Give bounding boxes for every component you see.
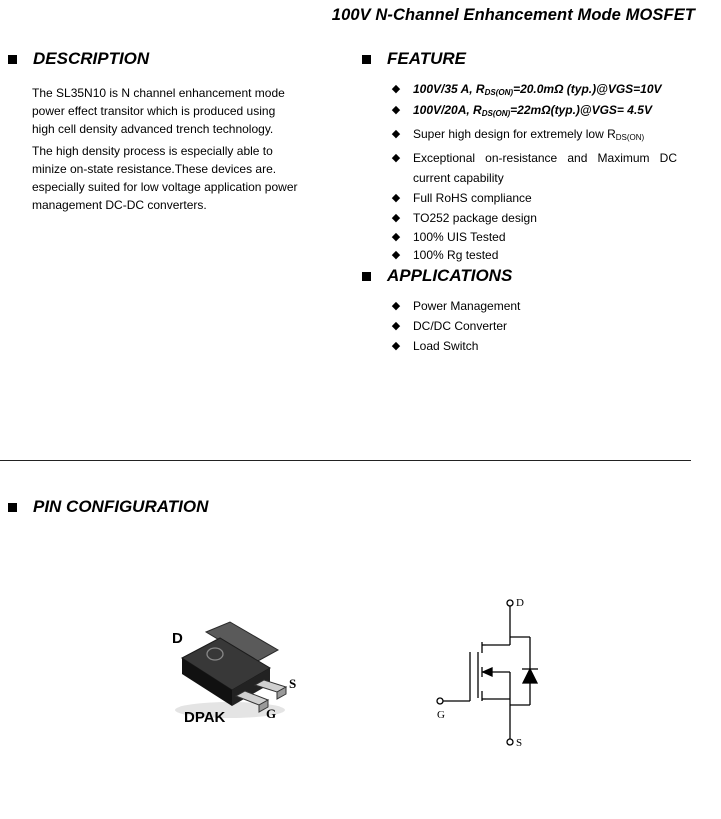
feature-text: Super high design for extremely low $R_{DS(ON)}$ (413, 127, 645, 142)
applications-heading-text: APPLICATIONS (387, 266, 513, 285)
description-line: minize on-state resistance.These devices are. (32, 162, 277, 176)
feature-item (389, 228, 677, 246)
application-item (389, 316, 520, 336)
diamond-bullet-icon: ◆ (391, 300, 401, 312)
pin-config-heading-text: PIN CONFIGURATION (33, 497, 209, 516)
pin-label-drain: D (172, 630, 183, 647)
feature-item (389, 188, 677, 208)
section-square-icon (362, 272, 371, 281)
section-divider (0, 460, 691, 461)
feature-heading-text: FEATURE (387, 49, 467, 68)
document-title: 100V N-Channel Enhancement Mode MOSFET (331, 6, 695, 24)
package-name: DPAK (184, 709, 226, 726)
description-paragraph (32, 84, 332, 138)
description-paragraph (32, 142, 332, 178)
feature-text: Exceptional on-resistance and Maximum DC current capability (413, 151, 677, 185)
description-line: management DC-DC converters. (32, 198, 207, 212)
application-text: Load Switch (413, 339, 479, 353)
description-line: especially suited for low voltage application power (32, 180, 298, 194)
schematic-label-gate: G (437, 709, 445, 721)
diamond-bullet-icon: ◆ (391, 128, 401, 140)
feature-text: Full RoHS compliance (413, 191, 532, 205)
feature-text: 100% Rg tested (413, 248, 499, 262)
section-square-icon (8, 503, 17, 512)
diamond-bullet-icon: ◆ (391, 192, 401, 204)
description-line: The SL35N10 is N channel enhancement mode (32, 86, 285, 100)
feature-item (389, 100, 677, 124)
description-line: The high density process is especially able to (32, 144, 273, 158)
description-heading-text: DESCRIPTION (33, 49, 150, 68)
application-item (389, 296, 520, 316)
diamond-bullet-icon: ◆ (391, 320, 401, 332)
diamond-bullet-icon: ◆ (391, 104, 401, 116)
applications-list (389, 296, 520, 356)
application-text: DC/DC Converter (413, 319, 508, 333)
feature-text: 100% UIS Tested (413, 230, 506, 244)
feature-item (389, 148, 677, 188)
diamond-bullet-icon: ◆ (391, 231, 401, 243)
diamond-bullet-icon: ◆ (391, 249, 401, 261)
description-heading (8, 49, 149, 69)
diamond-bullet-icon: ◆ (391, 152, 401, 164)
pin-label-gate: G (266, 706, 277, 721)
diamond-bullet-icon: ◆ (391, 83, 401, 95)
feature-item (389, 208, 677, 228)
application-text: Power Management (413, 299, 521, 313)
pin-config-heading (8, 497, 208, 517)
feature-heading (362, 49, 466, 69)
description-line: high cell density advanced trench technology. (32, 122, 274, 136)
feature-text: TO252 package design (413, 211, 537, 225)
diamond-bullet-icon: ◆ (391, 212, 401, 224)
section-square-icon (362, 55, 371, 64)
description-line: power effect transitor which is produced using (32, 104, 276, 118)
applications-heading (362, 266, 512, 286)
feature-item (389, 246, 677, 264)
description-body (32, 84, 332, 214)
section-square-icon (8, 55, 17, 64)
application-item (389, 336, 520, 356)
feature-spec-text: 100V/20A, $R_{DS(ON)}=22m\Omega(typ.)@VGS= 4.5V$ (413, 103, 652, 118)
schematic-label-source: S (516, 737, 523, 749)
diamond-bullet-icon: ◆ (391, 340, 401, 352)
schematic-label-drain: D (516, 597, 524, 609)
description-paragraph (32, 178, 332, 214)
feature-spec-text: 100V/35 A, $R_{DS(ON)}=20.0m\Omega$ (typ.)@VGS=10V (413, 82, 662, 97)
pin-label-source: S (289, 676, 297, 691)
mosfet-symbol-icon (425, 595, 555, 755)
feature-list (389, 79, 677, 264)
feature-item (389, 124, 677, 148)
